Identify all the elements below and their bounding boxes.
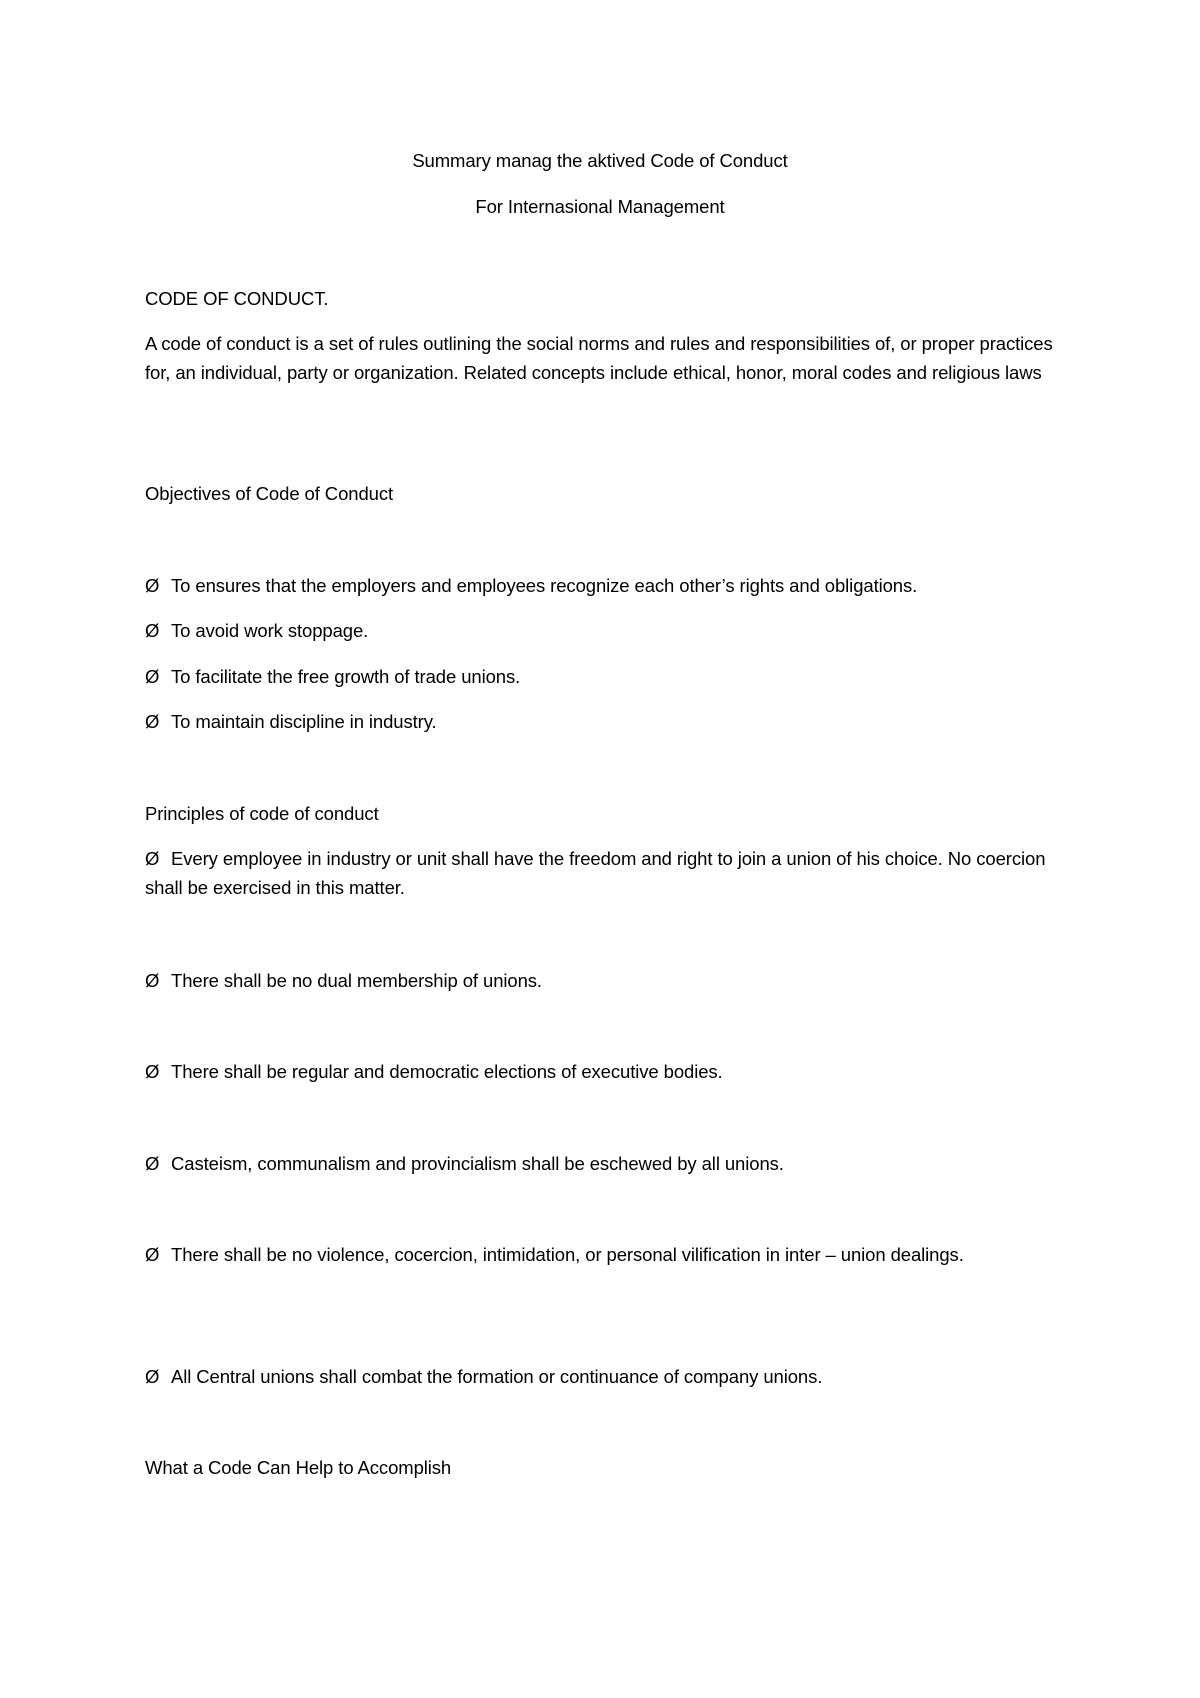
principle-item	[145, 966, 1065, 995]
bullet-icon: Ø	[145, 970, 160, 991]
objective-text: To ensures that the employers and employees recognize each other’s rights and obligations.	[171, 575, 918, 596]
objective-text: To facilitate the free growth of trade unions.	[171, 666, 521, 687]
principle-item	[145, 1362, 1065, 1391]
principle-item	[145, 844, 1065, 902]
principle-text: There shall be no violence, cocercion, intimidation, or personal vilification in inter – union dealings.	[171, 1244, 964, 1265]
principle-text: Casteism, communalism and provincialism shall be eschewed by all unions.	[171, 1153, 784, 1174]
principle-text: There shall be regular and democratic elections of executive bodies.	[171, 1061, 723, 1082]
bullet-icon: Ø	[145, 666, 160, 687]
objective-text: To maintain discipline in industry.	[171, 711, 437, 732]
bullet-icon: Ø	[145, 1244, 160, 1265]
objective-item	[145, 662, 1065, 691]
section-heading-code-of-conduct: CODE OF CONDUCT.	[145, 288, 329, 309]
principle-text: All Central unions shall combat the formation or continuance of company unions.	[171, 1366, 823, 1387]
principle-item	[145, 1240, 1065, 1269]
bullet-icon: Ø	[145, 848, 160, 869]
document-title: Summary manag the aktived Code of Conduct	[412, 150, 788, 171]
bullet-icon: Ø	[145, 575, 160, 596]
section-heading-principles: Principles of code of conduct	[145, 803, 379, 824]
principle-item	[145, 1057, 1065, 1086]
section-heading-objectives: Objectives of Code of Conduct	[145, 483, 394, 504]
bullet-icon: Ø	[145, 1061, 160, 1082]
bullet-icon: Ø	[145, 1153, 160, 1174]
intro-paragraph: A code of conduct is a set of rules outlining the social norms and rules and responsibilities of, or proper practices for, an individual, party or organization. Related concepts include ethical, honor, moral codes and religious laws	[145, 333, 1053, 383]
document-subtitle: For Internasional Management	[475, 196, 725, 217]
objective-item	[145, 616, 1065, 645]
bullet-icon: Ø	[145, 1366, 160, 1387]
bullet-icon: Ø	[145, 711, 160, 732]
objective-item	[145, 707, 1065, 736]
objective-text: To avoid work stoppage.	[171, 620, 369, 641]
principle-text: Every employee in industry or unit shall have the freedom and right to join a union of his choice. No coercion shall be exercised in this matter.	[145, 848, 1046, 898]
section-heading-accomplish: What a Code Can Help to Accomplish	[145, 1457, 452, 1478]
bullet-icon: Ø	[145, 620, 160, 641]
principle-text: There shall be no dual membership of unions.	[171, 970, 542, 991]
principle-item	[145, 1149, 1065, 1178]
objective-item	[145, 571, 1065, 600]
